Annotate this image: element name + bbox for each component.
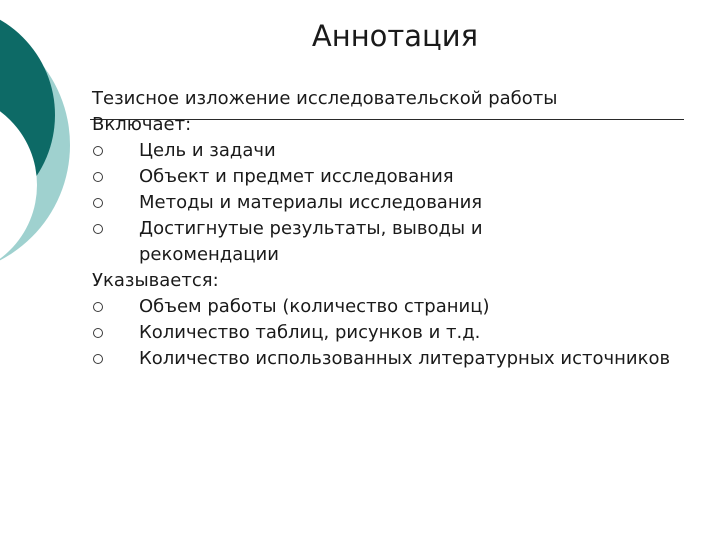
hollow-circle-bullet-icon — [93, 302, 103, 312]
list-item: Количество таблиц, рисунков и т.д. — [92, 320, 692, 346]
list-item: Объем работы (количество страниц) — [92, 294, 692, 320]
slide-title: Аннотация — [311, 19, 479, 53]
section-heading-specified: Указывается: — [92, 270, 219, 291]
list-item: Цель и задачи — [92, 138, 692, 164]
intro-text: Тезисное изложение исследовательской работы — [92, 88, 558, 109]
hollow-circle-bullet-icon — [93, 224, 103, 234]
list-item: Количество использованных литературных источников — [92, 346, 679, 372]
list-item: Достигнутые результаты, выводы и рекомендации — [92, 216, 579, 268]
hollow-circle-bullet-icon — [93, 328, 103, 338]
section-heading-includes: Включает: — [92, 114, 192, 135]
hollow-circle-bullet-icon — [93, 172, 103, 182]
hollow-circle-bullet-icon — [93, 354, 103, 364]
slide-content — [92, 86, 692, 372]
list-item: Методы и материалы исследования — [92, 190, 692, 216]
decorative-circles — [0, 0, 80, 300]
hollow-circle-bullet-icon — [93, 198, 103, 208]
hollow-circle-bullet-icon — [93, 146, 103, 156]
list-item: Объект и предмет исследования — [92, 164, 692, 190]
